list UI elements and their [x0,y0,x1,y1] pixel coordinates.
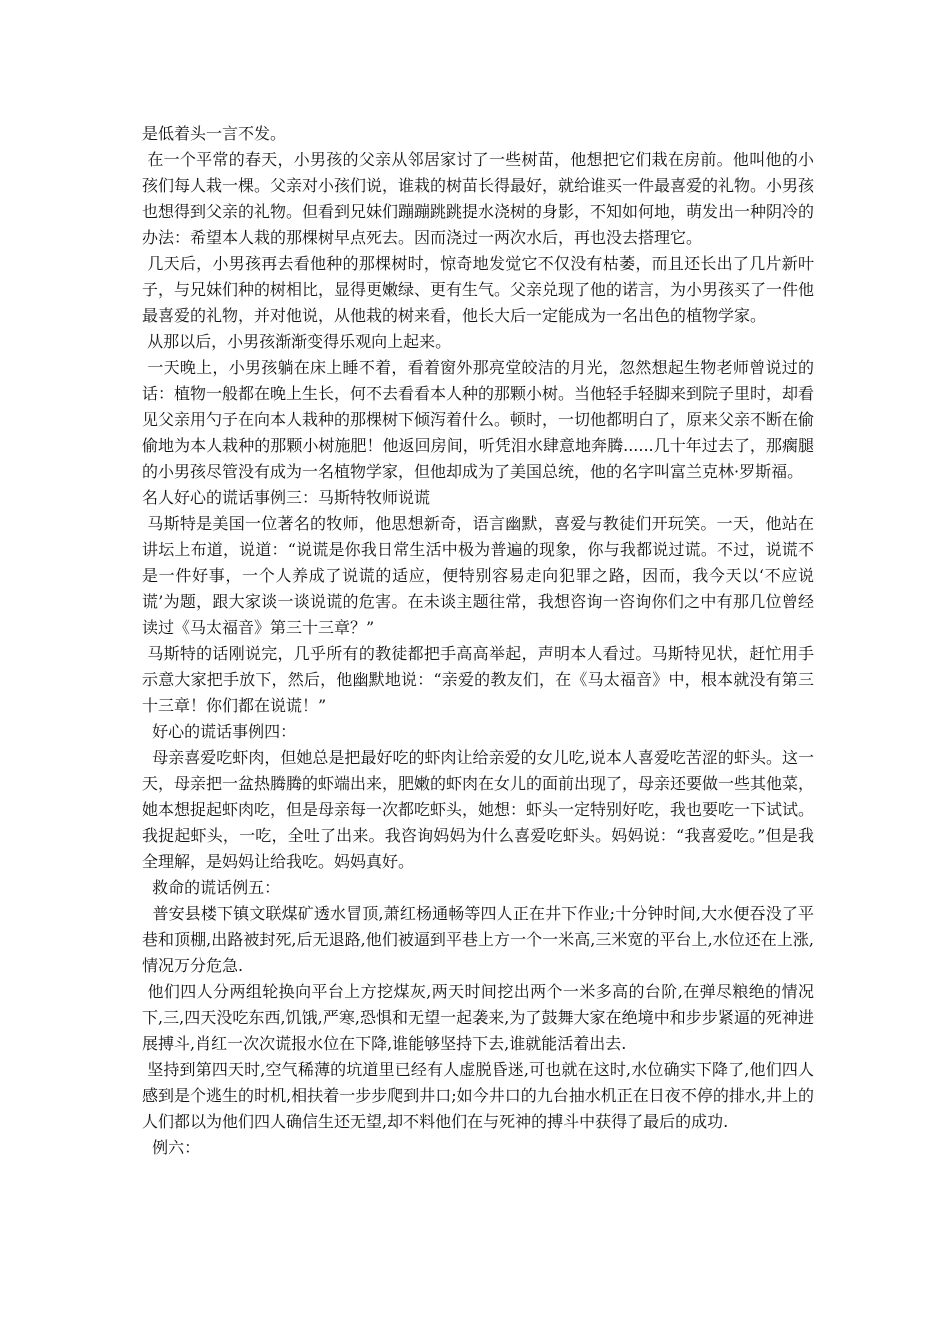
section-heading: 名人好心的谎话事例三：马斯特牧师说谎 [142,488,431,507]
paragraph: 是低着头一言不发。 [142,124,287,143]
paragraph: 马斯特是美国一位著名的牧师，他思想新奇，语言幽默，喜爱与教徒们开玩笑。一天，他站在讲坛上布道，说道：“说谎是你我日常生活中极为普遍的现象，你与我都说过谎。不过，说谎不是一件好事，一个人养成了说谎的适应，便特别容易走向犯罪之路，因而，我今天以‘不应说谎’为题，跟大家谈一谈说谎的危害。在未谈主题往常，我想咨询一咨询你们之中有那几位曾经读过《马太福音》第三十三章？” [142,514,814,637]
section-heading: 救命的谎话例五： [142,878,281,897]
paragraph: 他们四人分两组轮换向平台上方挖煤灰,两天时间挖出两个一米多高的台阶,在弹尽粮绝的情况下,三,四天没吃东西,饥饿,严寒,恐惧和无望一起袭来,为了鼓舞大家在绝境中和步步紧逼的死神进展搏斗,肖红一次次谎报水位在下降,谁能够坚持下去,谁就能活着出去. [142,982,814,1053]
section-heading: 例六： [142,1138,201,1157]
paragraph: 马斯特的话刚说完，几乎所有的教徒都把手高高举起，声明本人看过。马斯特见状，赶忙用手示意大家把手放下，然后，他幽默地说：“亲爱的教友们，在《马太福音》中，根本就没有第三十三章！你们都在说谎！” [142,644,814,715]
document-body [142,121,814,1161]
paragraph: 母亲喜爱吃虾肉，但她总是把最好吃的虾肉让给亲爱的女儿吃,说本人喜爱吃苦涩的虾头。这一天，母亲把一盆热腾腾的虾端出来，肥嫩的虾肉在女儿的面前出现了，母亲还要做一些其他菜，她本想捉起虾肉吃，但是母亲每一次都吃虾头，她想：虾头一定特别好吃，我也要吃一下试试。我捉起虾头，一吃，全吐了出来。我咨询妈妈为什么喜爱吃虾头。妈妈说：“我喜爱吃。”但是我全理解，是妈妈让给我吃。妈妈真好。 [142,748,815,871]
paragraph: 几天后，小男孩再去看他种的那棵树时，惊奇地发觉它不仅没有枯萎，而且还长出了几片新叶子，与兄妹们种的树相比，显得更嫩绿、更有生气。父亲兑现了他的诺言，为小男孩买了一件他最喜爱的礼物，并对他说，从他栽的树来看，他长大后一定能成为一名出色的植物学家。 [142,254,815,325]
paragraph: 在一个平常的春天，小男孩的父亲从邻居家讨了一些树苗，他想把它们栽在房前。他叫他的小孩们每人栽一棵。父亲对小孩们说，谁栽的树苗长得最好，就给谁买一件最喜爱的礼物。小男孩也想得到父亲的礼物。但看到兄妹们蹦蹦跳跳提水浇树的身影，不知如何地，萌发出一种阴冷的办法：希望本人栽的那棵树早点死去。因而浇过一两次水后，再也没去搭理它。 [142,150,815,247]
paragraph: 坚持到第四天时,空气稀薄的坑道里已经有人虚脱昏迷,可也就在这时,水位确实下降了,他们四人感到是个逃生的时机,相扶着一步步爬到井口;如今井口的九台抽水机正在日夜不停的排水,井上的人们都以为他们四人确信生还无望,却不料他们在与死神的搏斗中获得了最后的成功. [142,1060,814,1131]
section-heading: 好心的谎话事例四： [142,722,297,741]
paragraph: 普安县楼下镇文联煤矿透水冒顶,萧红杨通畅等四人正在井下作业;十分钟时间,大水便吞没了平巷和顶棚,出路被封死,后无退路,他们被逼到平巷上方一个一米高,三米宽的平台上,水位还在上涨,情况万分危急. [142,904,814,975]
paragraph: 从那以后，小男孩渐渐变得乐观向上起来。 [142,332,452,351]
paragraph: 一天晚上，小男孩躺在床上睡不着，看着窗外那亮堂皎洁的月光，忽然想起生物老师曾说过的话：植物一般都在晚上生长，何不去看看本人种的那颗小树。当他轻手轻脚来到院子里时，却看见父亲用勺子在向本人栽种的那棵树下倾泻着什么。顿时，一切他都明白了，原来父亲不断在偷偷地为本人栽种的那颗小树施肥！他返回房间，听凭泪水肆意地奔腾......几十年过去了，那瘸腿的小男孩尽管没有成为一名植物学家，但他却成为了美国总统，他的名字叫富兰克林·罗斯福。 [142,358,815,481]
